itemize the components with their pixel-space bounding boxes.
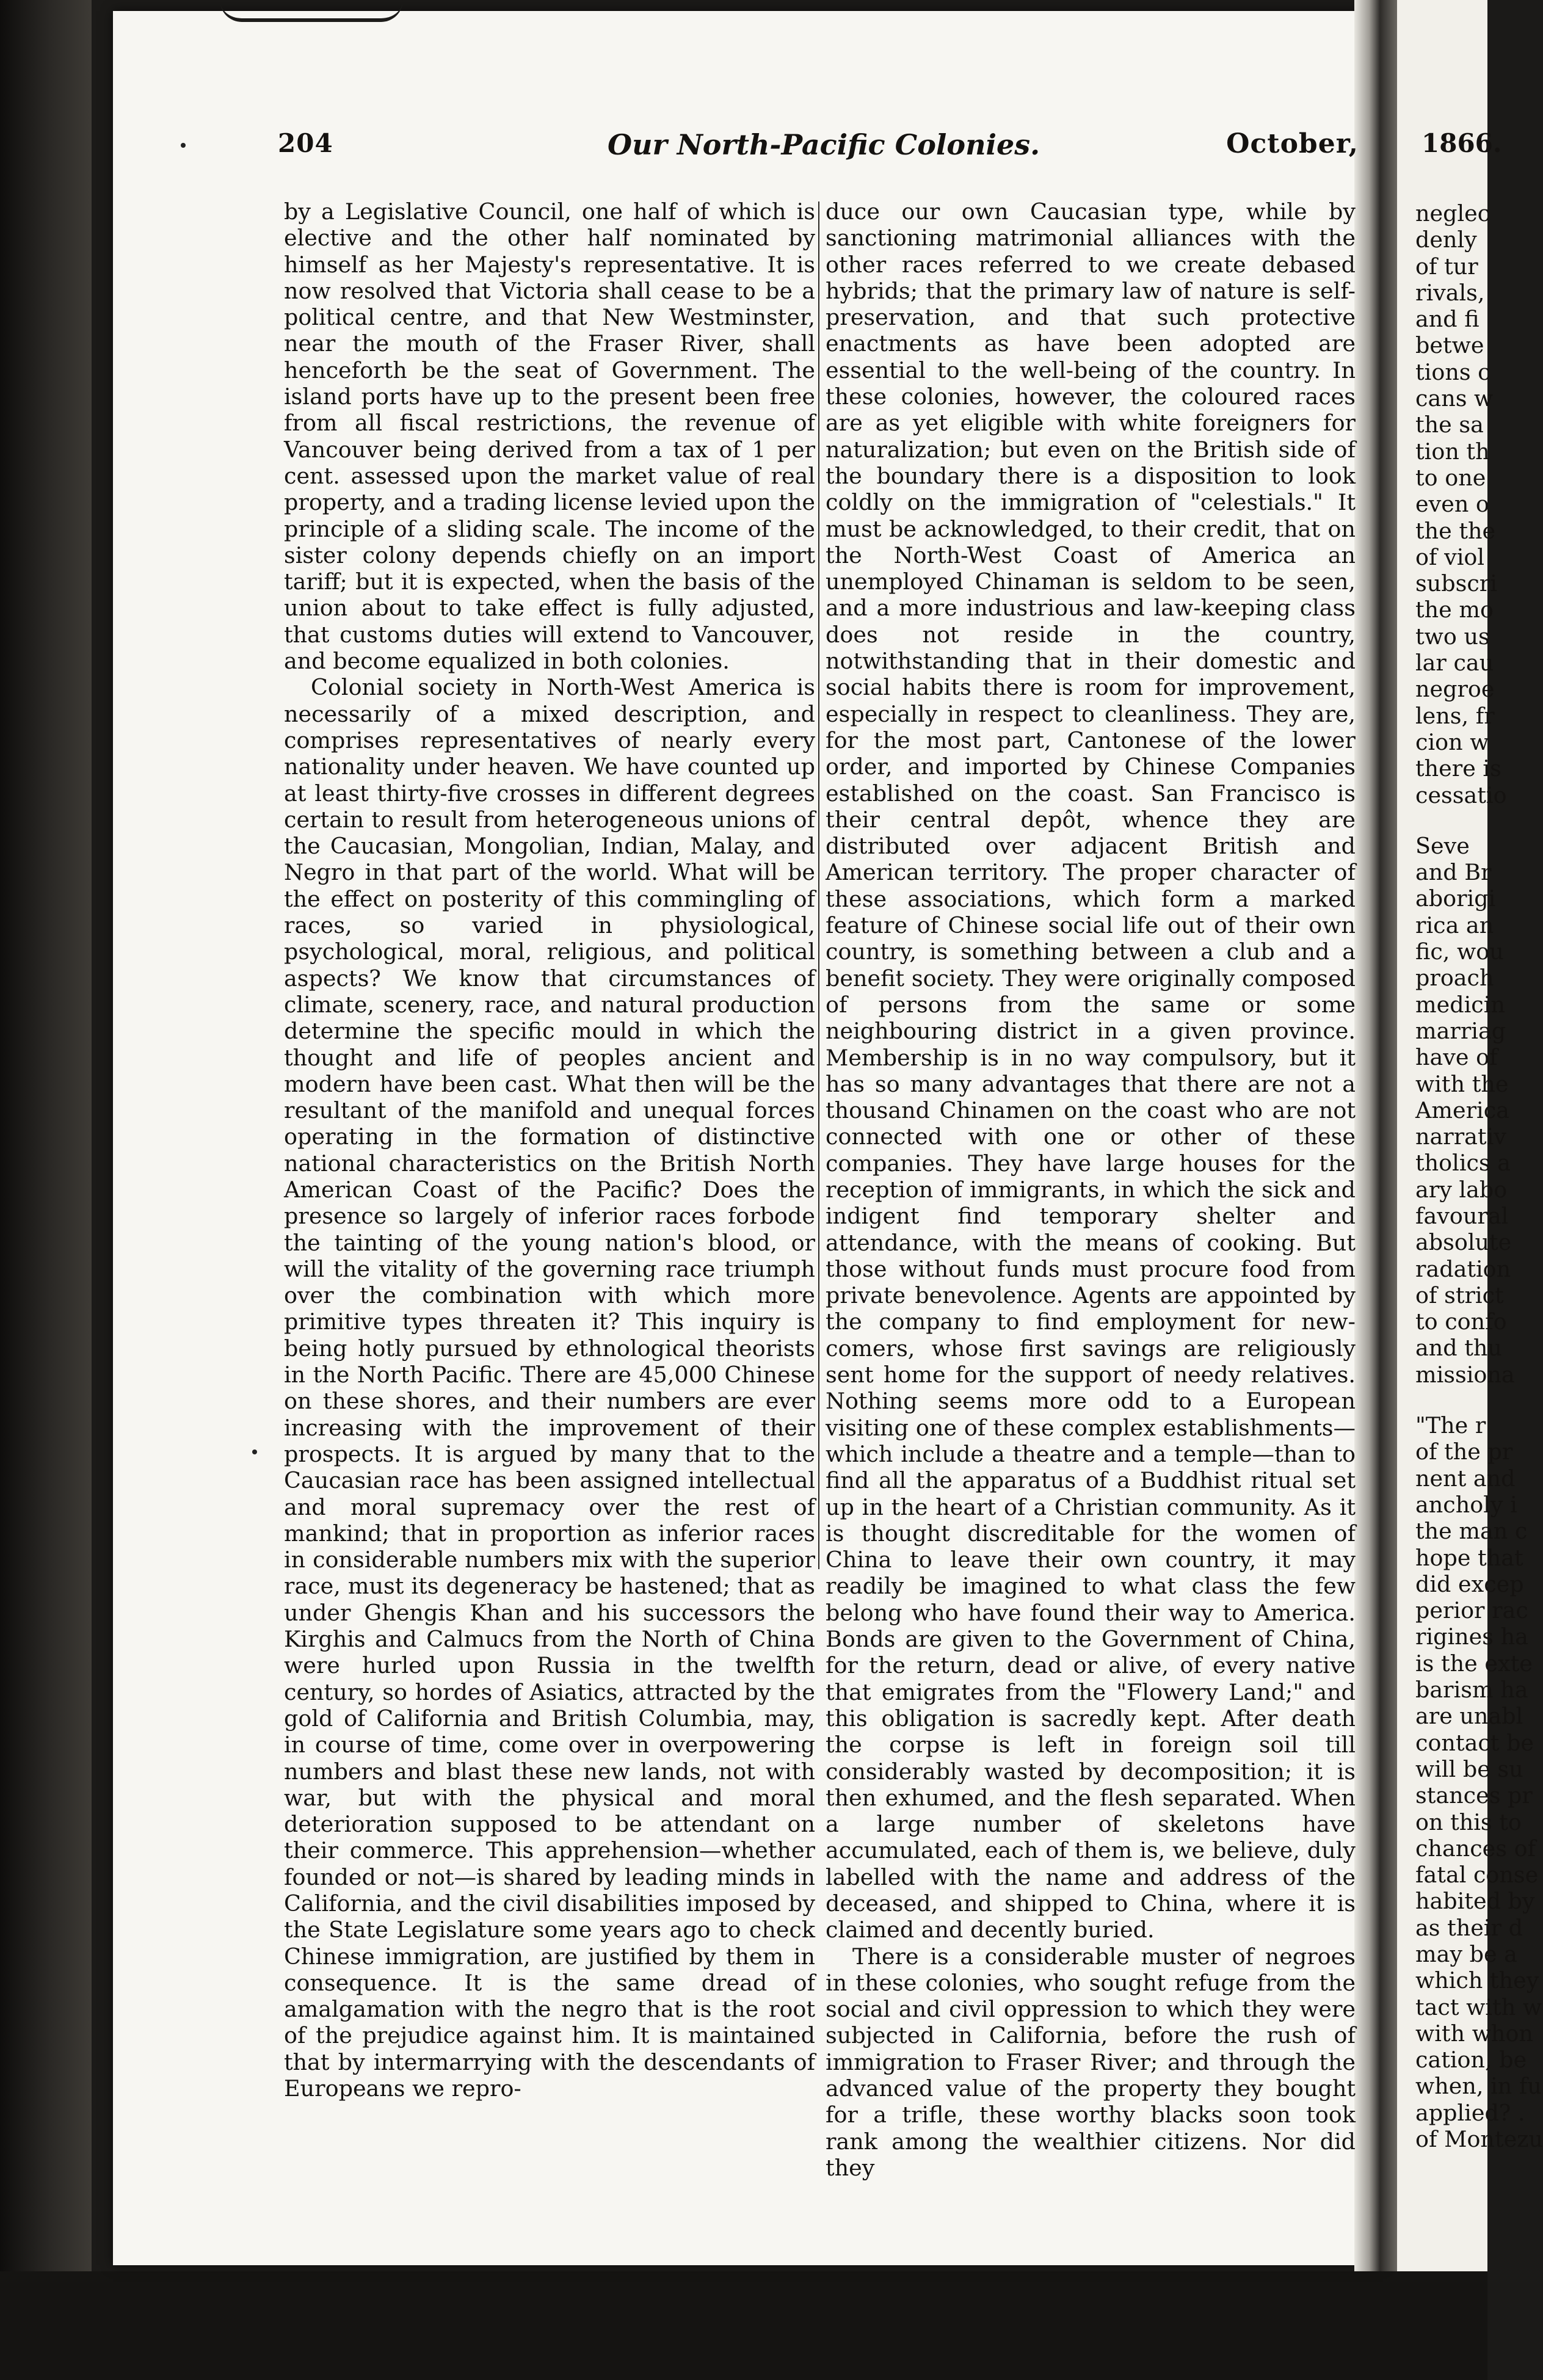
next-page-line: perior rac	[1415, 1597, 1528, 1624]
next-page-line: to one	[1415, 464, 1486, 491]
next-page-year: 1866.	[1421, 128, 1502, 158]
next-page-line: with the	[1415, 1070, 1509, 1097]
next-page-line: of viol	[1415, 543, 1485, 570]
next-page-line: medicin	[1415, 991, 1505, 1018]
next-page-sliver	[1397, 0, 1543, 2271]
next-page-line: to confo	[1415, 1308, 1507, 1335]
paragraph: by a Legislative Council, one half of which is elective and the other half nominated by himself as her Majesty's representative. It is now resolved that Victoria shall cease to be a political centre, and that New Westminster, near the mouth of the Fraser River, shall henceforth be the seat of Government. The island ports have up to the present been free from all fiscal restrictions, the revenue of Vancouver being derived from a tax of 1 per cent. assessed upon the market value of real property, and a trading license levied upon the principle of a sliding scale. The income of the sister colony depends chiefly on an import tariff; but it is expected, when the basis of the union about to take effect is fully adjusted, that customs duties will extend to Vancouver, and become equalized in both colonies.	[284, 198, 815, 675]
scan-speck	[252, 1449, 257, 1454]
next-page-line: even o	[1415, 491, 1489, 518]
next-page-line: the the	[1415, 517, 1496, 544]
next-page-line: neglec	[1415, 200, 1490, 227]
paragraph: Colonial society in North-West America is necessarily of a mixed description, and comprises representatives of nearly every nationality under heaven. We have counted up at least thirty-five crosses in different degrees certain to result from heterogeneous unions of the Caucasian, Mongolian, Indian, Malay, and Negro in that part of the world. What will be the effect on posterity of this commingling of races, so varied in physiological, psychological, moral, religious, and political aspects? We know that circumstances of climate, scenery, race, and natural production determine the specific mould in which the thought and life of peoples ancient and modern have been cast. What then will be the resultant of the manifold and unequal forces operating in the formation of distinctive national characteristics on the British North American Coast of the Pacific? Does the presence so largely of inferior races forbode the tainting of the young nation's blood, or will the vitality of the governing race triumph over the combination with which more primitive types threaten it? This inquiry is being hotly pursued by ethnological theorists in the North Pacific. There are 45,000 Chinese on these shores, and their numbers are ever increasing with the improvement of their prospects. It is argued by many that to the Caucasian race has been assigned intellectual and moral supremacy over the rest of mankind; that in proportion as inferior races in considerable numbers mix with the superior race, must its degeneracy be hastened; that as under Ghengis Khan and his successors the Kirghis and Calmucs from the North of China were hurled upon Russia in the twelfth century, so hordes of Asiatics, attracted by the gold of California and British Columbia, may, in course of time, come over in overpowering numbers and blast these new lands, not with war, but with the physical and moral deterioration supposed to be attendant on their commerce. This apprehension—whether founded or not—is shared by leading minds in California, and the civil disabilities imposed by the State Legislature some years ago to check Chinese immigration, are justified by them in consequence. It is the same dread of amalgamation with the negro that is the root of the prejudice against him. It is maintained that by intermarrying with the descendants of Europeans we repro-	[284, 674, 815, 2102]
next-page-column	[1415, 200, 1543, 2153]
next-page-gap	[1415, 1388, 1538, 1412]
next-page-line: may be a	[1415, 1941, 1517, 1967]
next-page-line: cessatio	[1415, 782, 1507, 808]
next-page-line: narrativ	[1415, 1123, 1506, 1150]
paragraph: duce our own Caucasian type, while by sanctioning matrimonial alliances with the other races referred to we create debased hybrids; that the primary law of nature is self-preservation, and that such protective enactments as have been adopted are essential to the well-being of the country. In these colonies, however, the coloured races are as yet eligible with white foreigners for naturalization; but even on the British side of the boundary there is a disposition to look coldly on the immigration of "celestials." It must be acknowledged, to their credit, that on the North-West Coast of America an unemployed Chinaman is seldom to be seen, and a more industrious and law-keeping class does not reside in the country, notwithstanding that in their domestic and social habits there is room for improvement, especially in respect to cleanliness. They are, for the most part, Cantonese of the lower order, and imported by Chinese Companies established on the coast. San Francisco is their central depôt, whence they are distributed over adjacent British and American territory. The proper character of these associations, which form a marked feature of Chinese social life out of their own country, is something between a club and a benefit society. They were originally composed of persons from the same or some neighbouring district in a given province. Membership is in no way compulsory, but it has so many advantages that there are not a thousand Chinamen on the coast who are not connected with one or other of these companies. They have large houses for the reception of immigrants, in which the sick and indigent find temporary shelter and attendance, with the means of cooking. But those without funds must procure food from private benevolence. Agents are appointed by the company to find employment for new-comers, whose first savings are religiously sent home for the support of needy relatives. Nothing seems more odd to a European visiting one of these complex establishments—which include a theatre and a temple—than to find all the apparatus of a Buddhist ritual set up in the heart of a Christian community. As it is thought discreditable for the women of China to leave their own country, it may readily be imagined to what class the few belong who have found their way to America. Bonds are given to the Government of China, for the return, dead or alive, of every native that emigrates from the "Flowery Land;" and this obligation is sacredly kept. After death the corpse is left in foreign soil till considerably wasted by decomposition; it is then exhumed, and the flesh separated. When a large number of skeletons have accumulated, each of them is, we believe, duly labelled with the name and address of the deceased, and shipped to China, where it is claimed and decently buried.	[826, 198, 1356, 1943]
next-page-line: did excep	[1415, 1570, 1524, 1597]
next-page-line: "The r	[1415, 1412, 1486, 1439]
next-page-line: stances pr	[1415, 1782, 1533, 1809]
column-rule	[818, 201, 819, 1569]
next-page-line: and Br	[1415, 859, 1492, 886]
next-page-line: which they	[1415, 1967, 1539, 1994]
left-column	[284, 198, 815, 2102]
next-page-line: betwe	[1415, 332, 1484, 359]
next-page-line: rivals,	[1415, 279, 1485, 306]
next-page-line: proach	[1415, 965, 1494, 992]
next-page-line: of Montezu	[1415, 2126, 1543, 2153]
next-page-line: rigines ha	[1415, 1624, 1528, 1650]
next-page-line: is the exte	[1415, 1650, 1533, 1677]
next-page-line: ary labo	[1415, 1176, 1508, 1203]
page-gutter	[1354, 0, 1397, 2271]
next-page-line: Seve	[1415, 832, 1470, 859]
scan-mark	[220, 0, 403, 22]
next-page-line: fatal conse	[1415, 1862, 1539, 1888]
next-page-line: applied? .	[1415, 2099, 1525, 2126]
next-page-line: radation	[1415, 1255, 1511, 1282]
next-page-line: there is	[1415, 755, 1501, 782]
next-page-line: two us	[1415, 623, 1490, 650]
next-page-line: hope that	[1415, 1544, 1523, 1571]
next-page-line: are unabl	[1415, 1703, 1523, 1730]
next-page-line: the mo	[1415, 597, 1494, 623]
next-page-line: the sa	[1415, 412, 1484, 438]
next-page-line: missiona	[1415, 1361, 1515, 1388]
next-page-line: subscri	[1415, 570, 1497, 597]
next-page-line: as their d	[1415, 1914, 1523, 1941]
scan-background-left	[0, 0, 92, 2380]
next-page-line: habited by	[1415, 1888, 1535, 1915]
next-page-line: of tur	[1415, 253, 1478, 280]
next-page-line: tholics a	[1415, 1150, 1511, 1177]
next-page-line: will be su	[1415, 1755, 1523, 1782]
next-page-line: denly	[1415, 227, 1477, 253]
next-page-line: absolute	[1415, 1229, 1512, 1256]
paragraph: There is a considerable muster of negroes in these colonies, who sought refuge from the social and civil oppression to which they were subjected in California, before the rush of immigration to Fraser River; and through the advanced value of the property they bought for a trifle, these worthy blacks soon took rank among the wealthier citizens. Nor did they	[826, 1943, 1356, 2181]
next-page-line: the man c	[1415, 1518, 1528, 1545]
running-header	[278, 128, 1359, 177]
next-page-line: aborigi	[1415, 885, 1496, 912]
page-number: 204	[278, 128, 333, 158]
next-page-line: and thu	[1415, 1335, 1502, 1362]
next-page-line: marriag	[1415, 1017, 1506, 1044]
next-page-line: favoural	[1415, 1202, 1509, 1229]
next-page-line: of the pr	[1415, 1439, 1513, 1465]
next-page-line: nent and	[1415, 1465, 1516, 1492]
next-page-line: have of	[1415, 1044, 1498, 1071]
next-page-line: America	[1415, 1097, 1509, 1123]
next-page-line: lens, fr	[1415, 702, 1495, 729]
next-page-line: on this to	[1415, 1809, 1522, 1835]
next-page-line: cion w	[1415, 728, 1489, 755]
next-page-line: cans w	[1415, 385, 1494, 412]
next-page-line: fic, wou	[1415, 938, 1504, 965]
next-page-line: with whon	[1415, 2020, 1533, 2047]
next-page-line: contact be	[1415, 1729, 1534, 1756]
right-column	[826, 198, 1356, 2181]
running-title: Our North-Pacific Colonies.	[608, 128, 1040, 161]
next-page-gap	[1415, 808, 1538, 833]
next-page-line: lar cau	[1415, 650, 1494, 677]
scan-background-bottom	[0, 2271, 1487, 2380]
next-page-line: cation, be	[1415, 2047, 1527, 2073]
next-page-line: ancholy i	[1415, 1491, 1517, 1518]
next-page-line: negroe	[1415, 676, 1495, 703]
scan-speck	[181, 143, 186, 148]
next-page-line: tact with w	[1415, 1994, 1542, 2020]
next-page-line: tion th	[1415, 438, 1490, 465]
next-page-line: rica an	[1415, 912, 1494, 938]
next-page-line: barism ha	[1415, 1677, 1528, 1703]
next-page-line: when, in fu	[1415, 2073, 1542, 2100]
running-month: October,	[1226, 128, 1359, 159]
next-page-line: chances of	[1415, 1835, 1536, 1862]
next-page-line: of strict	[1415, 1282, 1504, 1308]
next-page-line: tions c	[1415, 358, 1490, 385]
next-page-line: and fi	[1415, 306, 1479, 333]
